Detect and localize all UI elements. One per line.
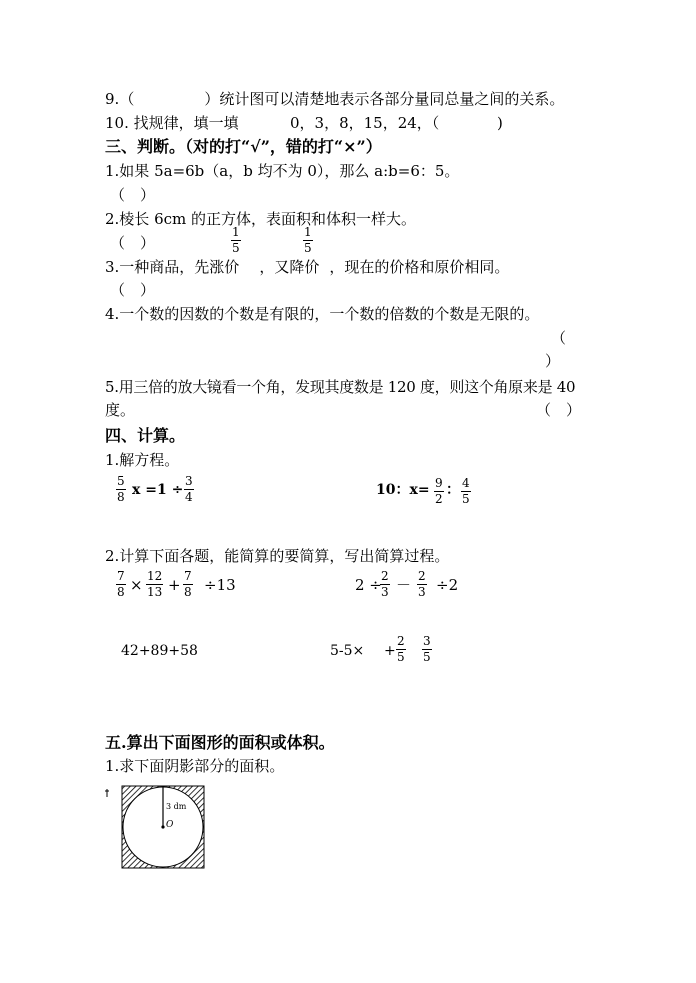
fraction-four-fifths: 4 5 (462, 476, 470, 506)
fraction-seven-eighths: 7 8 (117, 569, 125, 599)
times-sign: × (130, 576, 143, 594)
question-number: 9. (105, 90, 120, 108)
judge-1: 1.如果 5a=6b（a，b 均不为 0），那么 a:b=6：5。 (105, 162, 460, 180)
judge-1-answer-paren: （ ） (110, 186, 156, 204)
blank-close: ) (497, 114, 503, 132)
judge-3-answer-paren: （ ） (110, 281, 156, 299)
expression-4-lead: 5-5× (330, 643, 365, 659)
judge-3: 3.一种商品，先涨价 ，又降价 ，现在的价格和原价相同。 (105, 258, 510, 276)
fraction-three-quarters: 3 4 (185, 474, 193, 504)
judge-5-line2: 度。 (105, 401, 136, 419)
judge-4-paren-open: （ (551, 329, 567, 347)
equation-2-lead: 10：x= (376, 482, 430, 498)
fraction-two-thirds: 2 3 (381, 569, 389, 599)
equation-1-middle: x =1 ÷ (132, 482, 184, 498)
fraction-nine-halves: 9 2 (435, 476, 443, 506)
fraction-five-eighths: 5 8 (117, 474, 125, 504)
question-text: 统计图可以清楚地表示各部分量同总量之间的关系。 (219, 90, 565, 108)
calc-2-title: 2.计算下面各题，能简算的要简算，写出简算过程。 (105, 547, 450, 565)
fraction-two-thirds: 2 3 (418, 569, 426, 599)
judge-4: 4.一个数的因数的个数是有限的，一个数的倍数的个数是无限的。 (105, 305, 540, 323)
calc-1-title: 1.解方程。 (105, 451, 180, 469)
fraction-two-fifths: 2 5 (397, 634, 405, 664)
center-point (161, 825, 164, 828)
area-1-title: 1.求下面阴影部分的面积。 (105, 757, 285, 775)
fraction-twelve-thirteenths: 12 13 (147, 569, 163, 599)
section-3-title: 三、判断。（对的打“√”，错的打“×”） (105, 137, 382, 156)
ratio-colon: ： (446, 482, 460, 498)
expression-2-lead: 2 ÷ (355, 576, 382, 594)
judge-5: 5.用三倍的放大镜看一个角，发现其度数是 120 度，则这个角原来是 40 (105, 378, 576, 396)
question-number: 10. (105, 114, 129, 132)
plus-sign: + (384, 643, 396, 659)
minus-sign: － (396, 576, 412, 594)
expression-2-tail: ÷2 (436, 576, 459, 594)
center-label: O (166, 820, 174, 830)
fraction-one-fifth: 1 5 (304, 225, 312, 255)
section-5-title: 五.算出下面图形的面积或体积。 (105, 733, 335, 752)
judge-2: 2.棱长 6cm 的正方体，表面积和体积一样大。 (105, 210, 417, 228)
fraction-seven-eighths: 7 8 (184, 569, 192, 599)
question-text: 找规律，填一填 (133, 114, 239, 132)
fraction-one-fifth: 1 5 (232, 225, 240, 255)
expression-1-tail: ÷13 (204, 576, 236, 594)
radius-label: 3 dm (166, 802, 187, 811)
fraction-three-fifths: 3 5 (423, 634, 431, 664)
blank-close: ） (204, 90, 220, 108)
blank-open: （ (119, 90, 135, 108)
section-4-title: 四、计算。 (105, 426, 186, 445)
expression-3: 42+89+58 (121, 643, 198, 659)
circle-in-square-figure (100, 782, 210, 874)
judge-2-answer-paren: （ ） (110, 234, 156, 252)
plus-sign: + (168, 576, 181, 594)
sequence: 0，3，8，15，24，（ (290, 114, 440, 132)
judge-4-paren-close: ） (545, 352, 561, 370)
question-10 (105, 114, 239, 132)
judge-5-answer-paren: （ ） (536, 401, 582, 419)
question-9 (105, 90, 564, 108)
